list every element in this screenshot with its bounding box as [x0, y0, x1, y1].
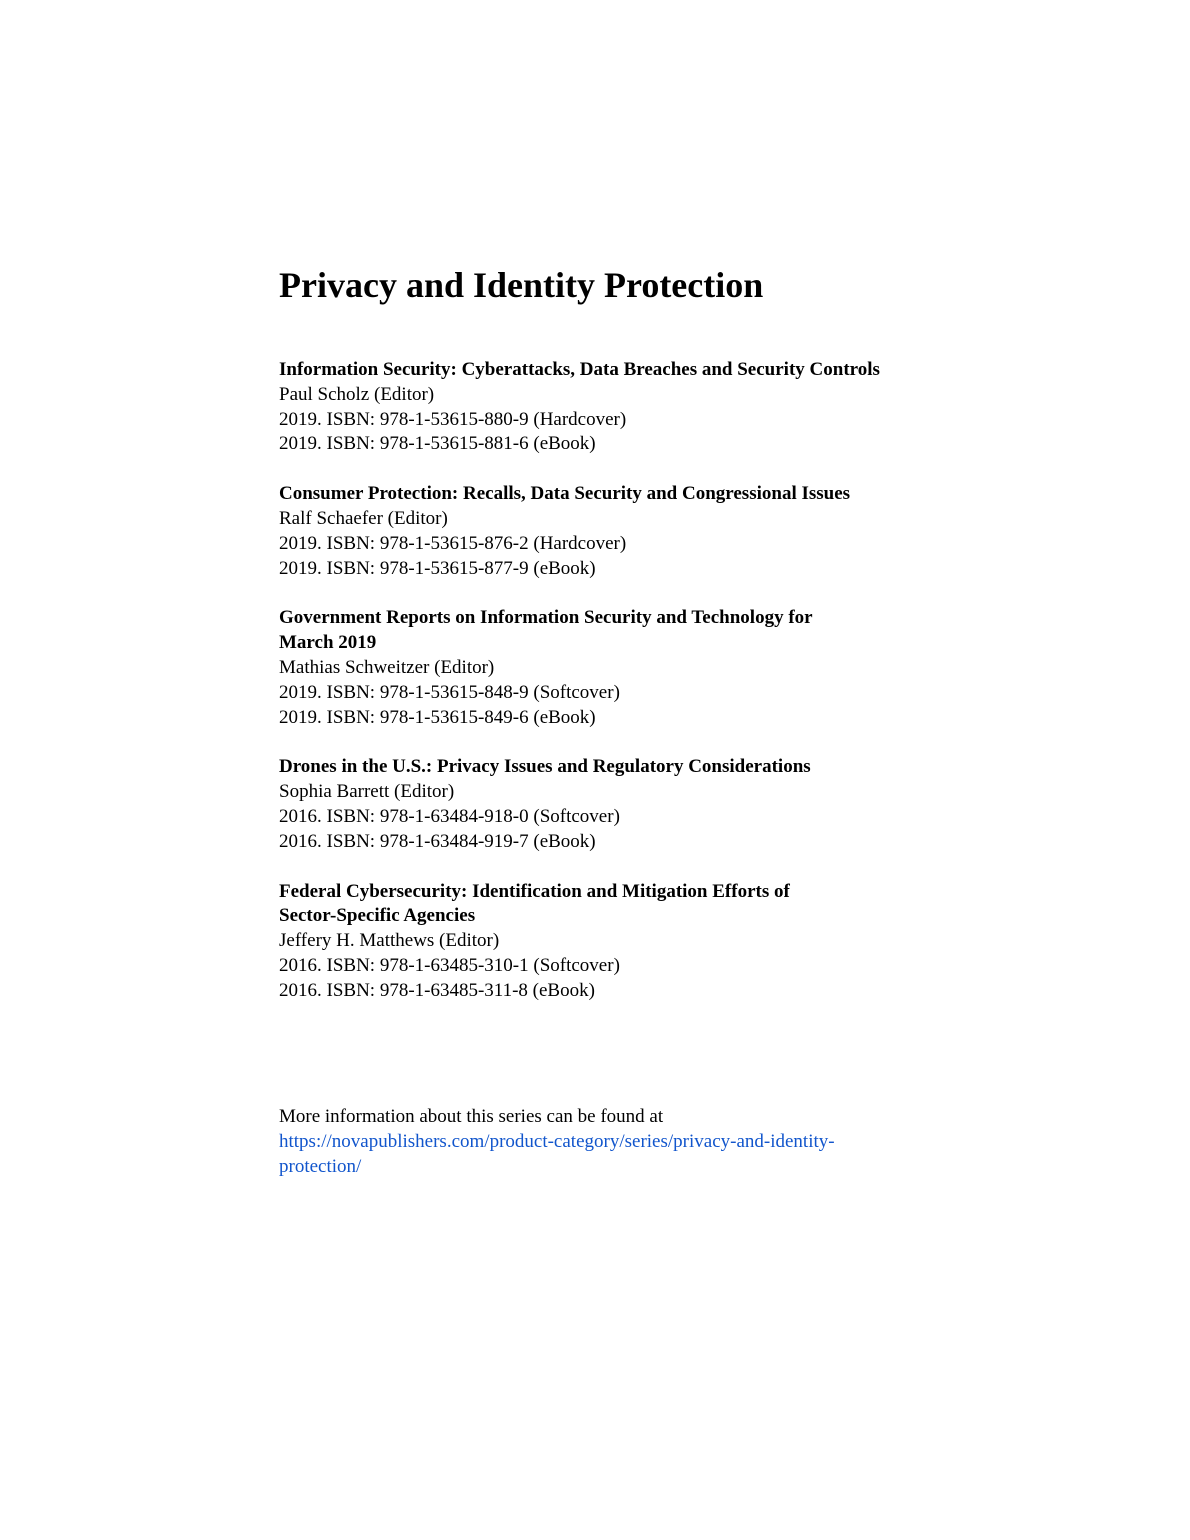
book-entry: [279, 755, 919, 854]
book-entry: [279, 606, 919, 730]
more-info-section: [279, 1105, 879, 1179]
book-title: Consumer Protection: Recalls, Data Security and Congressional Issues: [279, 483, 851, 505]
book-isbn: 2016. ISBN: 978-1-63484-919-7 (eBook): [279, 830, 596, 852]
book-title: Government Reports on Information Security and Technology for: [279, 607, 813, 629]
book-title: Federal Cybersecurity: Identification and Mitigation Efforts of: [279, 880, 790, 902]
book-isbn: 2019. ISBN: 978-1-53615-877-9 (eBook): [279, 557, 596, 579]
book-isbn: 2019. ISBN: 978-1-53615-881-6 (eBook): [279, 433, 596, 455]
more-info-text: More information about this series can be found at: [279, 1106, 664, 1127]
series-link-line1[interactable]: https://novapublishers.com/product-category/series/privacy-and-identity-: [279, 1130, 835, 1152]
series-link[interactable]: [279, 1130, 879, 1180]
book-isbn: 2016. ISBN: 978-1-63484-918-0 (Softcover): [279, 805, 620, 827]
book-editor: Ralf Schaefer (Editor): [279, 507, 448, 529]
book-editor: Sophia Barrett (Editor): [279, 781, 455, 803]
book-entry: [279, 358, 919, 457]
book-list: [279, 358, 919, 1029]
book-title-continued: Sector-Specific Agencies: [279, 905, 476, 927]
page-title: Privacy and Identity Protection: [279, 265, 764, 305]
book-title: Information Security: Cyberattacks, Data Breaches and Security Controls: [279, 359, 880, 380]
book-isbn: 2016. ISBN: 978-1-63485-311-8 (eBook): [279, 979, 595, 1001]
book-editor: Jeffery H. Matthews (Editor): [279, 930, 500, 952]
book-isbn: 2019. ISBN: 978-1-53615-876-2 (Hardcover): [279, 532, 627, 554]
book-entry: [279, 482, 919, 581]
series-link-line2[interactable]: protection/: [279, 1155, 362, 1177]
book-isbn: 2019. ISBN: 978-1-53615-880-9 (Hardcover): [279, 408, 627, 430]
book-isbn: 2019. ISBN: 978-1-53615-849-6 (eBook): [279, 706, 596, 728]
book-editor: Paul Scholz (Editor): [279, 383, 435, 405]
book-title-continued: March 2019: [279, 632, 377, 654]
book-isbn: 2016. ISBN: 978-1-63485-310-1 (Softcover): [279, 954, 620, 976]
book-isbn: 2019. ISBN: 978-1-53615-848-9 (Softcover): [279, 681, 620, 703]
book-entry: [279, 880, 919, 1004]
book-title: Drones in the U.S.: Privacy Issues and Regulatory Considerations: [279, 756, 811, 778]
book-editor: Mathias Schweitzer (Editor): [279, 656, 495, 678]
